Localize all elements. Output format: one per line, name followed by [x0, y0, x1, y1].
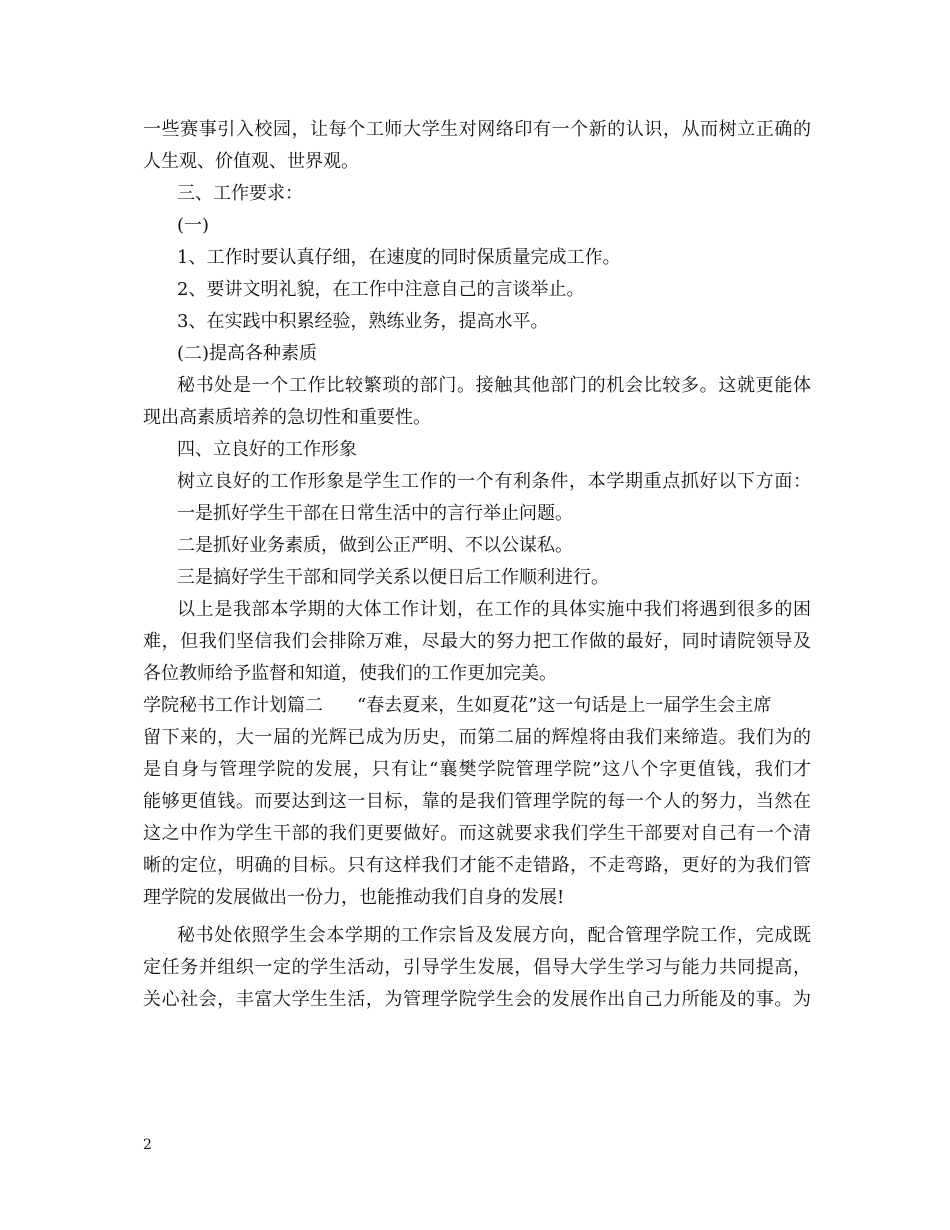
text-line: 树立良好的工作形象是学生工作的一个有利条件，本学期重点抓好以下方面：: [177, 471, 811, 492]
article-heading: 学院秘书工作计划篇二: [143, 695, 323, 716]
list-item: 二是抓好业务素质，做到公正严明、不以公谋私。: [177, 535, 573, 556]
text-line: 一些赛事引入校园，让每个工师大学生对网络印有一个新的认识，从而树立正确的: [143, 119, 811, 140]
text-line: 留下来的，大一届的光辉已成为历史，而第二届的辉煌将由我们来缔造。我们为的: [143, 727, 811, 748]
text-line: 人生观、价值观、世界观。: [143, 151, 359, 172]
text-line: 关心社会，丰富大学生生活，为管理学院学生会的发展作出自己力所能及的事。为: [143, 989, 811, 1010]
text-line: 秘书处是一个工作比较繁琐的部门。接触其他部门的机会比较多。这就更能体: [177, 375, 811, 396]
document-body: [143, 114, 811, 1016]
list-item: 1、工作时要认真仔细，在速度的同时保质量完成工作。: [177, 247, 621, 268]
section-heading-3: 三、工作要求：: [177, 183, 303, 204]
text-line: [143, 690, 811, 722]
text-line: 以上是我部本学期的大体工作计划，在工作的具体实施中我们将遇到很多的困: [177, 599, 811, 620]
page-number: 2: [143, 1137, 152, 1153]
list-item: 2、要讲文明礼貌，在工作中注意自己的言谈举止。: [177, 279, 585, 300]
text-line: 晰的定位，明确的目标。只有这样我们才能不走错路，不走弯路，更好的为我们管: [143, 855, 811, 876]
text-line: 是自身与管理学院的发展，只有让“襄樊学院管理学院”这八个字更值钱，我们才: [143, 759, 811, 780]
text-line: 定任务并组织一定的学生活动，引导学生发展，倡导大学生学习与能力共同提高，: [143, 957, 811, 978]
subsection-heading-2: (二)提高各种素质: [177, 343, 318, 364]
text-line: 难，但我们坚信我们会排除万难，尽最大的努力把工作做的最好，同时请院领导及: [143, 631, 811, 652]
section-heading-4: 四、立良好的工作形象: [177, 439, 357, 460]
text-line: 现出高素质培养的急切性和重要性。: [143, 407, 431, 428]
text-line: 秘书处依照学生会本学期的工作宗旨及发展方向，配合管理学院工作，完成既: [177, 925, 811, 946]
list-item: 三是搞好学生干部和同学关系以便日后工作顺利进行。: [177, 567, 609, 588]
text-line: 能够更值钱。而要达到这一目标，靠的是我们管理学院的每一个人的努力，当然在: [143, 791, 811, 812]
list-item: 3、在实践中积累经验，熟练业务，提高水平。: [177, 311, 549, 332]
text-line: 这之中作为学生干部的我们更要做好。而这就要求我们学生干部要对自己有一个清: [143, 823, 811, 844]
text-line: 理学院的发展做出一份力，也能推动我们自身的发展!: [143, 887, 565, 908]
quote-line: “春去夏来，生如夏花”这一句话是上一届学生会主席: [357, 695, 772, 716]
list-item: 一是抓好学生干部在日常生活中的言行举止问题。: [177, 503, 573, 524]
text-line: 各位教师给予监督和知道，使我们的工作更加完美。: [143, 663, 557, 684]
subsection-heading-1: (一): [177, 215, 210, 236]
